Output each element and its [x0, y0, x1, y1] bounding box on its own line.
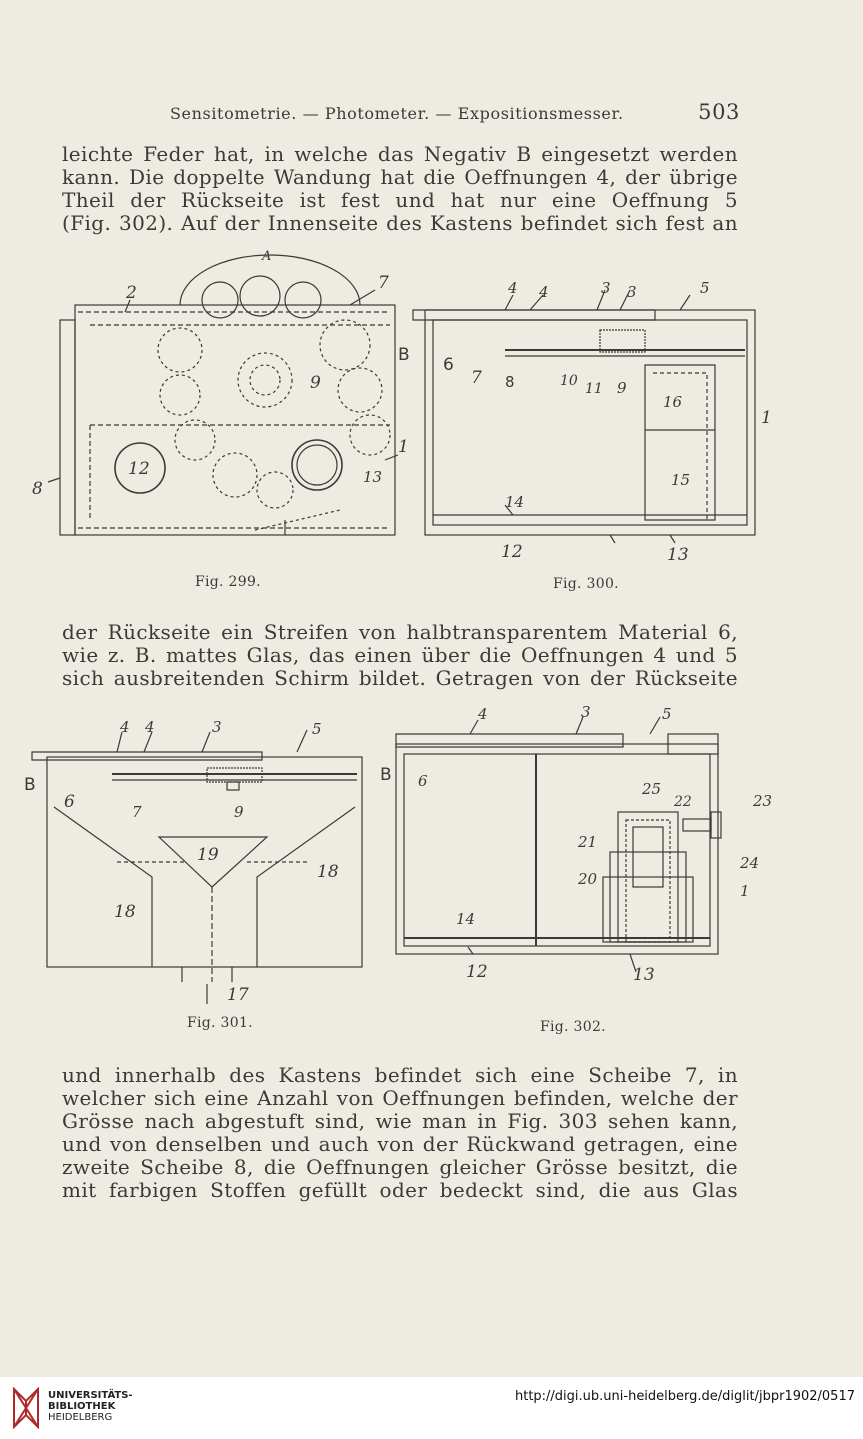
paragraph-3 [62, 1064, 738, 1202]
fig-label: 15 [671, 471, 691, 489]
permalink-url[interactable]: http://digi.ub.uni-heidelberg.de/diglit/jbpr1902/0517 [514, 1389, 855, 1404]
fig-label: 9 [310, 373, 321, 393]
fig-label: 4 [508, 279, 518, 297]
fig-label: 6 [418, 772, 428, 790]
fig-label: 11 [585, 381, 603, 397]
text-line: welcher sich eine Anzahl von Oeffnungen befinden, welche der [62, 1086, 738, 1110]
library-line: UNIVERSITÄTS- [48, 1390, 133, 1401]
fig-label: 1 [398, 437, 409, 457]
paragraph-2 [62, 621, 738, 690]
caption-fig-302: Fig. 302. [540, 1019, 606, 1035]
fig-label: 5 [700, 279, 710, 297]
figure-302-drawing [378, 702, 798, 992]
text-line: Grösse nach abgestuft sind, wie man in Fig. 303 sehen kann, [62, 1109, 738, 1133]
paragraph-1 [62, 143, 738, 235]
fig-label: 12 [128, 459, 150, 479]
fig-label: 13 [667, 545, 689, 565]
university-library-logo-icon [10, 1387, 42, 1429]
fig-label: 4 [145, 718, 155, 736]
fig-label: 9 [617, 379, 627, 397]
fig-label: 21 [578, 833, 598, 851]
fig-label: 6 [64, 792, 75, 812]
fig-label: 4 [478, 705, 488, 723]
fig-label: 2 [126, 283, 137, 303]
figure-299 [30, 250, 415, 550]
fig-label: 3 [212, 718, 222, 736]
caption-fig-299: Fig. 299. [195, 574, 261, 590]
fig-label: 20 [578, 870, 598, 888]
fig-label: 24 [740, 854, 760, 872]
figure-300-drawing [405, 275, 780, 575]
library-line: HEIDELBERG [48, 1412, 113, 1423]
fig-label: 18 [114, 902, 136, 922]
fig-label: 3 [581, 703, 591, 721]
fig-label: 6 [443, 355, 454, 375]
text-line: der Rückseite ein Streifen von halbtransparentem Material 6, [62, 620, 738, 644]
figure-299-drawing [30, 250, 415, 550]
fig-label: 19 [197, 845, 219, 865]
fig-label: 13 [363, 468, 383, 486]
library-line: BIBLIOTHEK [48, 1401, 116, 1412]
fig-label: B [380, 765, 392, 785]
fig-label: 13 [633, 965, 655, 985]
fig-label: 1 [740, 882, 750, 900]
fig-label: 3 [601, 279, 611, 297]
text-line: mit farbigen Stoffen gefüllt oder bedeckt sind, die aus Glas [62, 1178, 738, 1202]
text-line: (Fig. 302). Auf der Innenseite des Kastens befindet sich fest an [62, 211, 738, 235]
fig-label: 10 [560, 373, 578, 389]
figure-300 [405, 275, 780, 575]
fig-label: 7 [378, 273, 389, 293]
fig-label: 25 [642, 780, 662, 798]
fig-label: 16 [663, 393, 683, 411]
figure-301 [22, 712, 377, 1012]
fig-label: 17 [227, 985, 249, 1005]
fig-label: 8 [32, 479, 43, 499]
fig-label: A [262, 250, 272, 264]
fig-label: B [398, 345, 410, 365]
fig-label: 1 [761, 408, 772, 428]
running-title: Sensitometrie. — Photometer. — Expositionsmesser. [170, 104, 624, 123]
caption-fig-301: Fig. 301. [187, 1015, 253, 1031]
caption-fig-300: Fig. 300. [553, 576, 619, 592]
fig-label: 3 [627, 283, 637, 301]
fig-label: 8 [505, 373, 515, 391]
figure-302 [378, 702, 798, 992]
fig-label: 7 [132, 803, 142, 821]
text-line: kann. Die doppelte Wandung hat die Oeffnungen 4, der übrige [62, 165, 738, 189]
running-header [170, 100, 740, 130]
fig-label: 18 [317, 862, 339, 882]
text-line: sich ausbreitenden Schirm bildet. Getragen von der Rückseite [62, 666, 738, 690]
text-line: leichte Feder hat, in welche das Negativ B eingesetzt werden [62, 142, 738, 166]
fig-label: 5 [312, 720, 322, 738]
text-line: und von denselben und auch von der Rückwand getragen, eine [62, 1132, 738, 1156]
text-line: Theil der Rückseite ist fest und hat nur eine Oeffnung 5 [62, 188, 738, 212]
fig-label: 4 [539, 283, 549, 301]
fig-label: 14 [456, 910, 476, 928]
fig-label: 5 [662, 705, 672, 723]
fig-label: 23 [753, 792, 773, 810]
fig-label: 14 [505, 493, 525, 511]
fig-label: 12 [501, 542, 523, 562]
page-number: 503 [698, 100, 740, 124]
library-footer [0, 1377, 863, 1439]
library-name [48, 1390, 133, 1423]
fig-label: 4 [120, 718, 130, 736]
fig-label: 22 [674, 794, 692, 810]
fig-label: 9 [234, 803, 244, 821]
fig-label: 12 [466, 962, 488, 982]
text-line: zweite Scheibe 8, die Oeffnungen gleicher Grösse besitzt, die [62, 1155, 738, 1179]
figure-301-drawing [22, 712, 377, 1012]
text-line: und innerhalb des Kastens befindet sich eine Scheibe 7, in [62, 1063, 738, 1087]
fig-label: 7 [471, 368, 482, 388]
text-line: wie z. B. mattes Glas, das einen über die Oeffnungen 4 und 5 [62, 643, 738, 667]
fig-label: B [24, 775, 36, 795]
